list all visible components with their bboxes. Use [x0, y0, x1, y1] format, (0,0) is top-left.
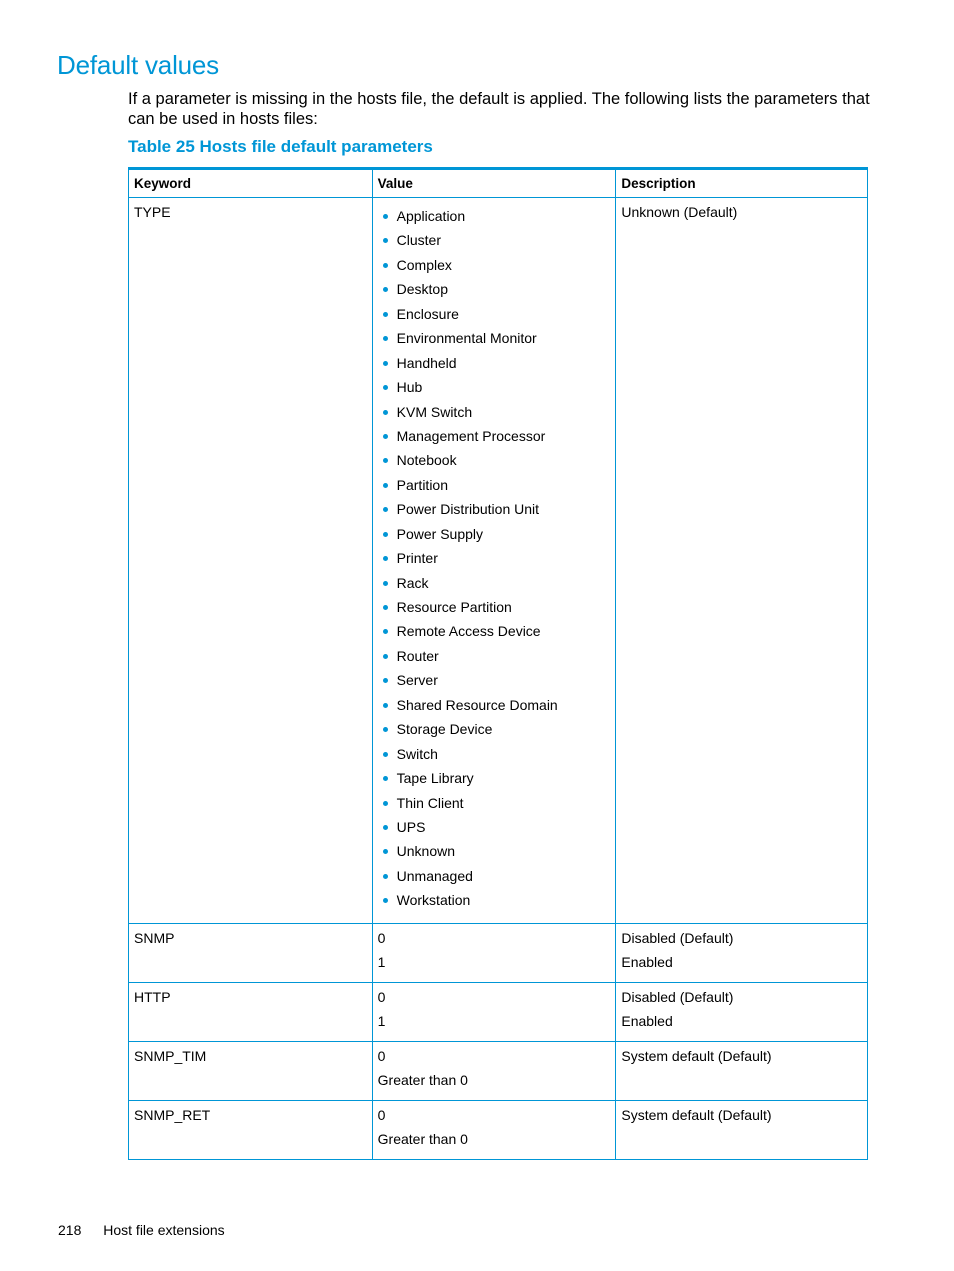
- bullet-icon: [383, 336, 388, 341]
- type-value-item: [378, 499, 611, 523]
- bullet-icon: [383, 874, 388, 879]
- table-row: [129, 982, 868, 1041]
- type-value-label: Application: [396, 208, 466, 224]
- value-cell: [372, 1100, 616, 1159]
- parameters-table: [128, 167, 868, 1160]
- type-value-label: Cluster: [396, 232, 441, 249]
- bullet-icon: [383, 678, 388, 683]
- page-heading: Default values: [57, 50, 219, 80]
- type-value-list: [378, 204, 611, 915]
- type-value-item: [378, 890, 611, 914]
- table-row: [129, 1041, 868, 1100]
- bullet-icon: [383, 214, 388, 219]
- type-value-item: [378, 597, 611, 621]
- type-value-item: [378, 279, 611, 303]
- bullet-icon: [383, 581, 388, 586]
- type-value-item: [378, 670, 611, 694]
- type-value-label: Management Processor: [396, 427, 546, 444]
- type-value-item: [378, 255, 611, 279]
- table-row: [129, 923, 868, 982]
- description-line: Enabled: [621, 1012, 673, 1029]
- description-line: System default (Default): [621, 1106, 772, 1123]
- type-value-label: Router: [396, 647, 439, 664]
- type-value-label: Tape Library: [396, 770, 474, 787]
- value-cell: [372, 982, 616, 1041]
- type-value-label: UPS: [396, 818, 426, 835]
- bullet-icon: [383, 727, 388, 732]
- bullet-icon: [383, 776, 388, 781]
- page-footer: [58, 1222, 225, 1238]
- type-value-item: [378, 793, 611, 817]
- type-value-item: [378, 695, 611, 719]
- type-value-label: Remote Access Device: [396, 623, 541, 640]
- type-value-item: [378, 426, 611, 450]
- bullet-icon: [383, 849, 388, 854]
- table-header-row: [129, 169, 868, 198]
- footer-section-title: Host file extensions: [103, 1222, 225, 1238]
- description-line: Disabled (Default): [621, 988, 734, 1005]
- bullet-icon: [383, 434, 388, 439]
- type-value-item: [378, 353, 611, 377]
- type-value-label: Printer: [396, 550, 438, 567]
- type-value-label: Power Distribution Unit: [396, 501, 540, 518]
- header-description: Description: [616, 169, 868, 198]
- type-value-item: [378, 817, 611, 841]
- intro-paragraph: If a parameter is missing in the hosts file, the default is applied. The following lists the parameters that can be used in hosts files:: [128, 90, 870, 128]
- type-value-item: [378, 206, 611, 230]
- type-value-item: [378, 548, 611, 572]
- bullet-icon: [383, 556, 388, 561]
- type-value-label: Thin Client: [396, 794, 464, 811]
- type-value-label: Power Supply: [396, 525, 484, 542]
- value-line: 1: [377, 953, 386, 970]
- type-value-label: KVM Switch: [396, 403, 473, 420]
- bullet-icon: [383, 629, 388, 634]
- description-cell: [616, 1041, 868, 1100]
- keyword-cell: TYPE: [129, 198, 373, 924]
- bullet-icon: [383, 458, 388, 463]
- description-line: Disabled (Default): [621, 929, 734, 946]
- description-line: System default (Default): [621, 1047, 772, 1064]
- type-value-item: [378, 719, 611, 743]
- type-value-item: [378, 573, 611, 597]
- type-value-label: Server: [396, 672, 438, 689]
- header-keyword: Keyword: [129, 169, 373, 198]
- type-value-item: [378, 744, 611, 768]
- type-value-label: Rack: [396, 574, 429, 591]
- bullet-icon: [383, 507, 388, 512]
- type-value-item: [378, 304, 611, 328]
- bullet-icon: [383, 361, 388, 366]
- bullet-icon: [383, 703, 388, 708]
- header-value: Value: [372, 169, 616, 198]
- value-line: 0: [377, 988, 386, 1005]
- type-value-label: Notebook: [396, 452, 457, 469]
- bullet-icon: [383, 263, 388, 268]
- bullet-icon: [383, 801, 388, 806]
- bullet-icon: [383, 654, 388, 659]
- type-value-item: [378, 768, 611, 792]
- type-value-item: [378, 328, 611, 352]
- value-line: 1: [377, 1012, 386, 1029]
- type-value-item: [378, 377, 611, 401]
- value-line: Greater than 0: [377, 1071, 468, 1088]
- table-row-type: [129, 198, 868, 924]
- type-value-item: [378, 646, 611, 670]
- table-caption: Table 25 Hosts file default parameters: [128, 137, 433, 156]
- type-value-label: Hub: [396, 379, 423, 396]
- type-value-label: Handheld: [396, 354, 457, 371]
- type-value-label: Workstation: [396, 892, 471, 909]
- keyword-cell: SNMP_RET: [129, 1100, 373, 1159]
- bullet-icon: [383, 238, 388, 243]
- page-number: 218: [58, 1222, 82, 1238]
- type-value-item: [378, 621, 611, 645]
- description-cell: [616, 982, 868, 1041]
- value-cell: [372, 923, 616, 982]
- type-value-label: Resource Partition: [396, 599, 512, 615]
- bullet-icon: [383, 410, 388, 415]
- value-line: 0: [377, 929, 386, 946]
- bullet-icon: [383, 605, 388, 610]
- value-line: 0: [377, 1047, 386, 1064]
- type-value-label: Switch: [396, 745, 438, 762]
- table-row: [129, 1100, 868, 1159]
- bullet-icon: [383, 385, 388, 390]
- keyword-cell: SNMP: [129, 923, 373, 982]
- type-value-label: Shared Resource Domain: [396, 696, 558, 713]
- type-value-item: [378, 866, 611, 890]
- description-cell: [616, 923, 868, 982]
- value-cell: [372, 198, 616, 924]
- type-value-item: [378, 475, 611, 499]
- type-value-label: Environmental Monitor: [396, 330, 537, 347]
- bullet-icon: [383, 898, 388, 903]
- description-cell: Unknown (Default): [616, 198, 868, 924]
- bullet-icon: [383, 312, 388, 317]
- type-value-label: Desktop: [396, 281, 448, 298]
- value-cell: [372, 1041, 616, 1100]
- bullet-icon: [383, 825, 388, 830]
- bullet-icon: [383, 532, 388, 537]
- value-line: Greater than 0: [377, 1130, 468, 1147]
- bullet-icon: [383, 752, 388, 757]
- type-value-label: Storage Device: [396, 721, 493, 738]
- bullet-icon: [383, 483, 388, 488]
- bullet-icon: [383, 287, 388, 292]
- type-value-item: [378, 841, 611, 865]
- type-value-label: Unmanaged: [396, 867, 473, 884]
- type-value-label: Enclosure: [396, 305, 459, 322]
- value-line: 0: [377, 1106, 386, 1123]
- keyword-cell: HTTP: [129, 982, 373, 1041]
- description-cell: [616, 1100, 868, 1159]
- type-value-label: Complex: [396, 256, 452, 273]
- description-line: Enabled: [621, 953, 673, 970]
- type-value-item: [378, 450, 611, 474]
- type-value-item: [378, 230, 611, 254]
- keyword-cell: SNMP_TIM: [129, 1041, 373, 1100]
- type-value-label: Unknown: [396, 843, 456, 860]
- type-value-item: [378, 524, 611, 548]
- type-value-label: Partition: [396, 476, 448, 493]
- type-value-item: [378, 402, 611, 426]
